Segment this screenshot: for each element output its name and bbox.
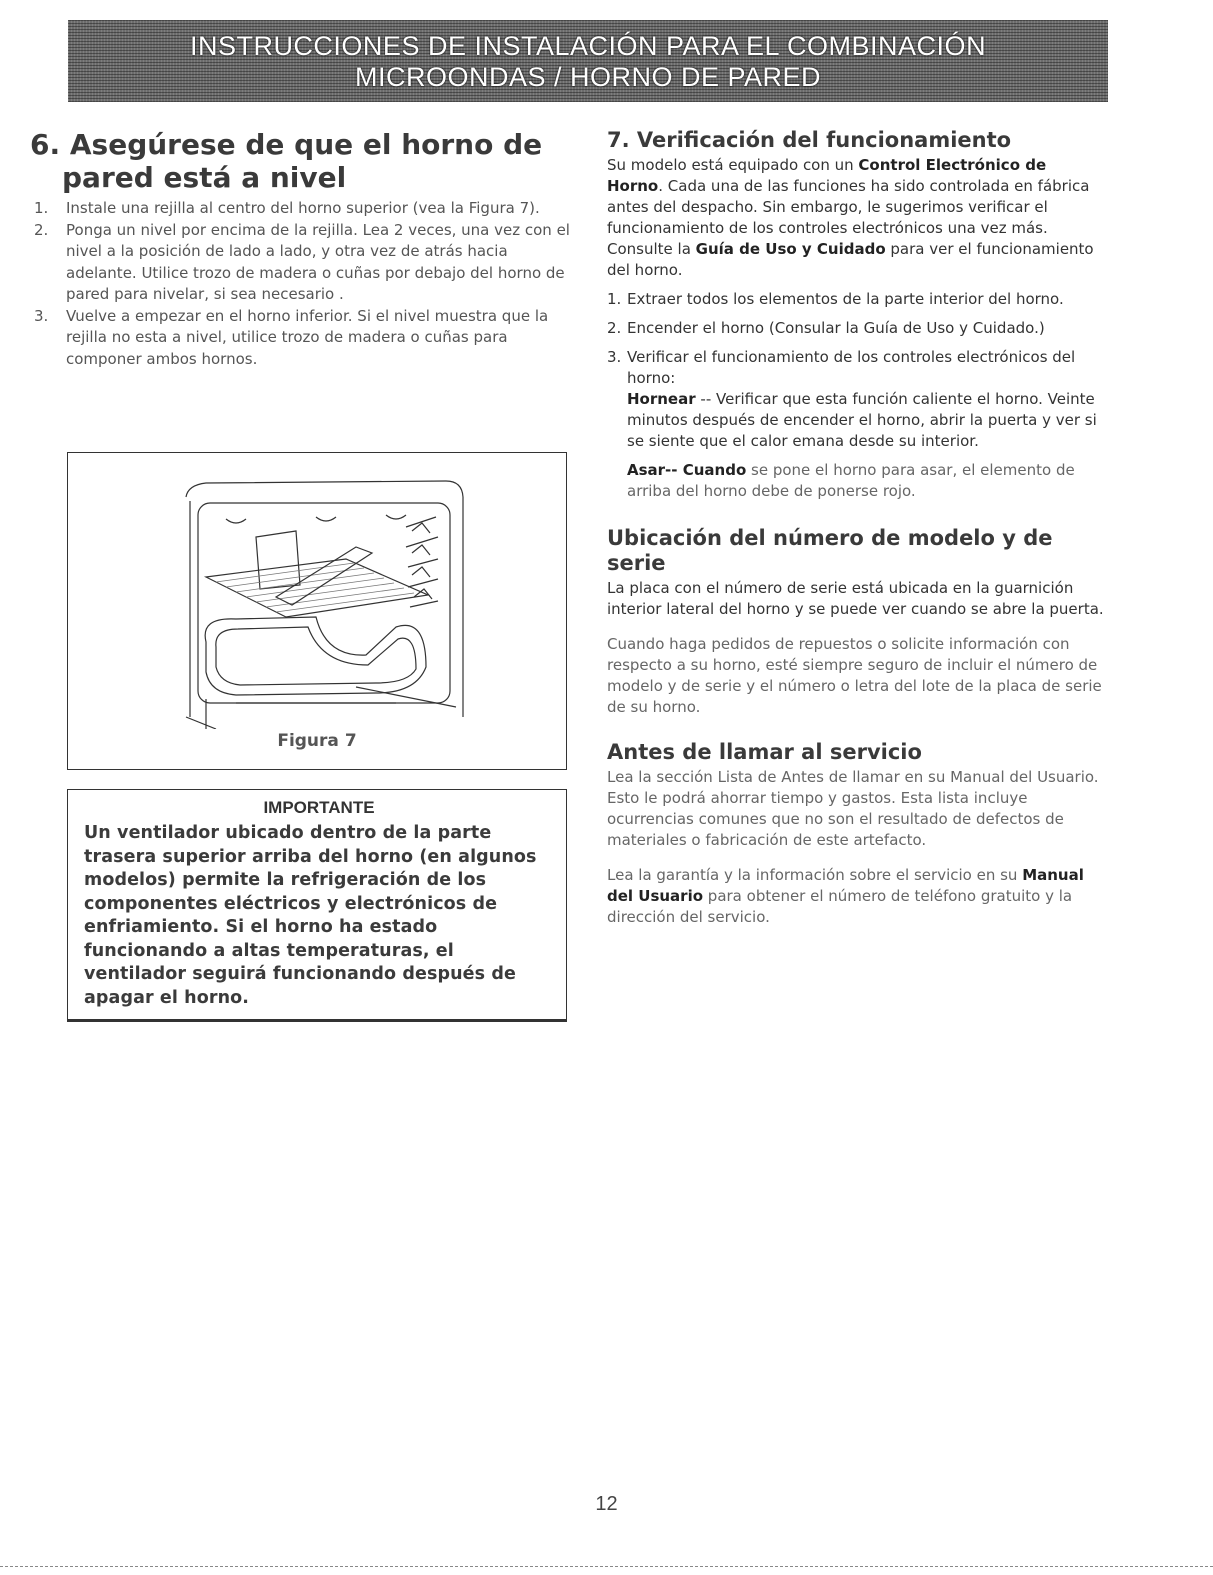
step-number: 3.	[34, 306, 49, 325]
step-number: 3.	[607, 348, 622, 366]
banner-title-line2: MICROONDAS / HORNO DE PARED	[354, 62, 822, 92]
bake-label: Hornear	[627, 390, 696, 408]
section7-step	[607, 318, 1107, 339]
step-text: Verificar el funcionamiento de los controles electrónicos del horno:	[627, 348, 1076, 387]
step-text: Ponga un nivel por encima de la rejilla. Lea 2 veces, una vez con el nivel a la posición de lado a lado, y otra vez de atrás hacia adelante. Utilice trozo de madera o cuñas por debajo del horno de pared para nivelar, si sea necesario .	[66, 220, 570, 303]
bottom-divider	[0, 1566, 1213, 1567]
important-text: Un ventilador ubicado dentro de la parte trasera superior arriba del horno (en algunos modelos) permite la refrigeración de los componentes eléctricos y electrónicos de enfriamiento. Si el horno ha estado funcionando a altas temperaturas, el ventilador seguirá funcionando después de apagar el horno.	[84, 823, 537, 1008]
section7-steps	[607, 289, 1107, 502]
important-notice	[67, 789, 567, 1022]
oven-rack-illustration	[176, 467, 466, 729]
section7-intro-text: . Cada una de las funciones ha sido controlada en fábrica antes del despacho. Sin embargo, le sugerimos verificar el funcionamiento de los controles electrónicos una vez más. Consulte la	[607, 177, 1090, 258]
step-text: Vuelve a empezar en el horno inferior. Si el nivel muestra que la rejilla no esta a nivel, utilice trozo de madera o cuñas para componer ambos hornos.	[66, 306, 549, 368]
page-number: 12	[595, 1493, 618, 1515]
section7-intro	[607, 155, 1107, 281]
broil-check	[627, 460, 1107, 502]
important-title: IMPORTANTE	[263, 798, 375, 817]
step-text: Encender el horno (Consular la Guía de Uso y Cuidado.)	[627, 319, 1045, 337]
section6-step	[30, 220, 570, 306]
step-number: 1.	[607, 290, 622, 308]
section6-step	[30, 198, 570, 220]
service-paragraph-1: Lea la sección Lista de Antes de llamar en su Manual del Usuario. Esto le podrá ahorrar tiempo y gastos. Esta lista incluye ocurrencias comunes que no son el resultado de defectos de materiales o fabricación de este artefacto.	[607, 768, 1099, 849]
step-number: 2.	[607, 319, 622, 337]
bake-check	[627, 389, 1107, 452]
section6-step	[30, 306, 570, 371]
broil-text: se pone el horno para asar, el elemento de arriba del horno debe de ponerse rojo.	[627, 461, 1075, 500]
step-text: Instale una rejilla al centro del horno superior (vea la Figura 7).	[66, 199, 540, 217]
header-banner	[68, 20, 1108, 102]
step-text: Extraer todos los elementos de la parte interior del horno.	[627, 290, 1064, 308]
section7-title: 7. Verificación del funcionamiento	[607, 128, 1012, 152]
service-p2-text: para obtener el número de teléfono gratuito y la dirección del servicio.	[607, 887, 1073, 926]
section7-step	[607, 289, 1107, 310]
section7-intro-text: para ver el funcionamiento del horno.	[607, 240, 1094, 279]
serial-paragraph-2: Cuando haga pedidos de repuestos o solicite información con respecto a su horno, esté siempre seguro de incluir el número de modelo y de serie y el número o letra del lote de la placa de serie de su horno.	[607, 635, 1102, 716]
service-p2-text: Lea la garantía y la información sobre el servicio en su	[607, 866, 1023, 884]
section6-title-line2: pared está a nivel	[62, 161, 347, 194]
figure-7	[67, 452, 567, 770]
section6-title-line1: 6. Asegúrese de que el horno de	[30, 128, 543, 161]
service-p2-bold: Manual del Usuario	[607, 866, 1084, 905]
service-title: Antes de llamar al servicio	[607, 740, 922, 764]
section6-title	[30, 128, 575, 194]
section7-intro-bold: Guía de Uso y Cuidado	[695, 240, 886, 258]
step-number: 2.	[34, 220, 49, 239]
broil-label: Asar-- Cuando	[627, 461, 747, 479]
section6-steps	[30, 198, 570, 370]
figure-caption: Figura 7	[277, 731, 357, 751]
service-paragraph-2	[607, 865, 1107, 928]
serial-title: Ubicación del número de modelo y de serie	[607, 526, 1053, 575]
section7-intro-bold: Control Electrónico de Horno	[607, 156, 1047, 195]
right-column	[607, 128, 1107, 928]
left-column	[30, 128, 575, 370]
serial-paragraph-1: La placa con el número de serie está ubicada en la guarnición interior lateral del horno y se puede ver cuando se abre la puerta.	[607, 579, 1104, 618]
banner-title-line1: INSTRUCCIONES DE INSTALACIÓN PARA EL COMBINACIÓN	[189, 31, 987, 61]
section7-step	[607, 347, 1107, 502]
section7-intro-text: Su modelo está equipado con un	[607, 156, 859, 174]
step-number: 1.	[34, 199, 49, 217]
bake-text: -- Verificar que esta función caliente el horno. Veinte minutos después de encender el horno, abrir la puerta y ver si se siente que el calor emana desde su interior.	[627, 390, 1097, 450]
